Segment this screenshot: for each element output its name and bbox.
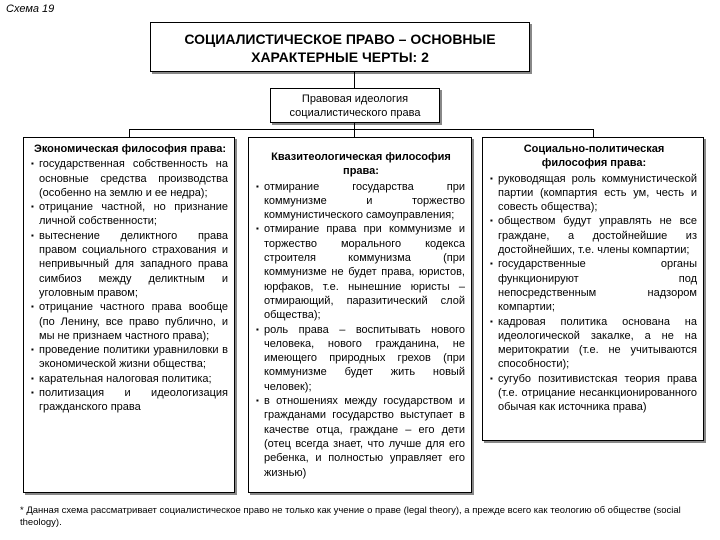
connector-horizontal — [129, 129, 594, 130]
connector-title-ideology — [354, 72, 355, 88]
list-item: ▪ вытеснение деликтного права правом социального страхования и непривычный для западного права симбиоз между деликтным и уголовным правом; — [32, 229, 228, 300]
ideology-line-2: социалистического права — [289, 107, 421, 119]
list-item: ▪ отрицание частного права вообще (по Ленину, все право публично, и мы не признаем частного права); — [32, 300, 228, 343]
list-item: ▪ обществом будут управлять не все граждане, а достойнейшие из достойнейших, т.е. члены компартии; — [491, 214, 697, 257]
scheme-caption: Схема 19 — [6, 3, 55, 15]
list-item: ▪ руководящая роль коммунистической партии (компартия есть ум, честь и совесть общества); — [491, 172, 697, 215]
quasi-theological-philosophy-box — [248, 137, 472, 493]
list-item: ▪ карательная налоговая политика; — [32, 372, 228, 386]
footnote: * Данная схема рассматривает социалистическое право не только как учение о праве (legal theory), а прежде всего как теологию об обществе (social theology). — [20, 505, 681, 528]
connector-left — [129, 129, 130, 137]
connector-middle — [354, 129, 355, 137]
ideology-box — [270, 88, 440, 123]
connector-right — [593, 129, 594, 137]
list-item: ▪ отрицание частной, но признание личной собственности; — [32, 200, 228, 229]
list-item: ▪ отмирание государства при коммунизме и торжество коммунистического самоуправления; — [257, 180, 465, 223]
column-heading: Экономическая философия права: — [34, 143, 226, 155]
ideology-line-1: Правовая идеология — [301, 93, 409, 105]
column-heading: Квазитеологическая философия права: — [271, 151, 451, 178]
list-item: ▪ в отношениях между государством и гражданами государство выступает в качестве отца, граждане – его дети (отец всегда знает, что лучше для его ребенка, и полностью управляет его жизнью) — [257, 394, 465, 480]
list-item: ▪ отмирание права при коммунизме и торжество морального кодекса строителя коммунизма (при коммунизме не будет права, юристов, юрфаков, т.е. нынешние юристы – отмирающий, паразитический слой общества); — [257, 222, 465, 322]
column-heading: Социально-политическая философия права: — [523, 143, 665, 170]
list-item: ▪ политизация и идеологизация гражданского права — [32, 386, 228, 415]
diagram-title — [150, 22, 530, 72]
list-item: ▪ сугубо позитивистская теория права (т.е. отрицание несанкционированного обычая как источника права) — [491, 372, 697, 415]
title-line-2: ХАРАКТЕРНЫЕ ЧЕРТЫ: 2 — [251, 49, 429, 65]
list-item: ▪ роль права – воспитывать нового человека, нового гражданина, не имеющего природных грехов (при коммунизме будет жить новый человек); — [257, 323, 465, 394]
list-item: ▪ кадровая политика основана на идеологической закалке, а не на меритократии (т.е. не учитываются способности); — [491, 315, 697, 372]
economic-philosophy-box — [23, 137, 235, 493]
list-item: ▪ государственная собственность на основные средства производства (особенно на землю и ее недра); — [32, 157, 228, 200]
list-item: ▪ проведение политики уравниловки в экономической жизни общества; — [32, 343, 228, 372]
socio-political-philosophy-box — [482, 137, 704, 441]
title-line-1: СОЦИАЛИСТИЧЕСКОЕ ПРАВО – ОСНОВНЫЕ — [184, 31, 496, 47]
list-item: ▪ государственные органы функционируют под непосредственным надзором компартии; — [491, 257, 697, 314]
